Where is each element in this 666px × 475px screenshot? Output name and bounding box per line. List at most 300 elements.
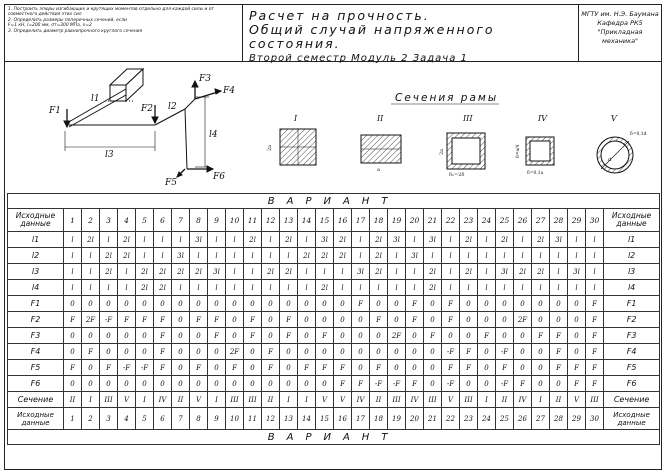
table-cell: l xyxy=(334,264,352,280)
table-cell: I xyxy=(532,392,550,408)
table-row xyxy=(8,360,660,376)
table-cell: -F xyxy=(388,376,406,392)
table-cell: 0 xyxy=(172,296,190,312)
table-cell: F xyxy=(550,328,568,344)
section-i xyxy=(267,114,316,165)
table-cell: F xyxy=(244,312,262,328)
table-cell: l xyxy=(550,248,568,264)
variant-number: 29 xyxy=(568,408,586,430)
table-cell: l xyxy=(442,232,460,248)
table-cell: 2l xyxy=(118,232,136,248)
table-cell: 0 xyxy=(406,328,424,344)
variants-table-wrap xyxy=(7,193,659,445)
table-cell: 0 xyxy=(406,360,424,376)
table-cell: F xyxy=(586,376,604,392)
table-cell: l xyxy=(280,280,298,296)
table-cell: l xyxy=(568,248,586,264)
variant-number: 6 xyxy=(154,209,172,232)
table-cell: 0 xyxy=(316,312,334,328)
table-cell: 0 xyxy=(172,376,190,392)
table-cell: 0 xyxy=(550,296,568,312)
variant-number: 22 xyxy=(442,408,460,430)
table-row xyxy=(8,344,660,360)
table-cell: l xyxy=(298,280,316,296)
row-label: F6 xyxy=(604,376,660,392)
variant-number: 1 xyxy=(64,408,82,430)
table-row xyxy=(8,296,660,312)
table-cell: III xyxy=(586,392,604,408)
table-row xyxy=(8,280,660,296)
table-cell: 0 xyxy=(298,296,316,312)
course: "Прикладная механика" xyxy=(597,28,643,45)
table-cell: II xyxy=(172,392,190,408)
table-cell: F xyxy=(568,376,586,392)
table-cell: 0 xyxy=(514,328,532,344)
table-cell: F xyxy=(280,312,298,328)
table-cell: 0 xyxy=(352,312,370,328)
table-cell: 2l xyxy=(100,264,118,280)
table-cell: l xyxy=(136,232,154,248)
table-cell: l xyxy=(190,248,208,264)
table-cell: F xyxy=(406,376,424,392)
table-cell: 0 xyxy=(118,376,136,392)
table-cell: F xyxy=(424,328,442,344)
table-cell: 0 xyxy=(334,312,352,328)
table-cell: 2l xyxy=(370,232,388,248)
table-cell: F xyxy=(586,344,604,360)
label-f5: F5 xyxy=(165,178,177,188)
table-cell: 0 xyxy=(172,360,190,376)
table-cell: F xyxy=(568,360,586,376)
table-cell: l xyxy=(100,280,118,296)
table-cell: l xyxy=(280,248,298,264)
label-f4: F4 xyxy=(223,86,235,96)
table-cell: -F xyxy=(370,376,388,392)
section-iii xyxy=(439,114,485,178)
table-cell: 0 xyxy=(568,296,586,312)
variant-number: 24 xyxy=(478,408,496,430)
variant-number: 7 xyxy=(172,408,190,430)
table-cell: 0 xyxy=(532,296,550,312)
row-label: Сечение xyxy=(604,392,660,408)
table-cell: 0 xyxy=(424,376,442,392)
table-cell: 2l xyxy=(334,232,352,248)
table-cell: 0 xyxy=(118,344,136,360)
variant-number: 8 xyxy=(190,209,208,232)
table-cell: 0 xyxy=(496,296,514,312)
variant-number: 14 xyxy=(298,209,316,232)
variants-table xyxy=(7,193,660,445)
table-cell: F xyxy=(334,376,352,392)
table-cell: l xyxy=(298,232,316,248)
table-cell: 0 xyxy=(298,312,316,328)
table-cell: 0 xyxy=(262,312,280,328)
table-cell: l xyxy=(334,280,352,296)
table-cell: F xyxy=(154,360,172,376)
instruction-given: F=1 кН, l=200 мм, σт=300 МПа, n=2 xyxy=(8,23,92,29)
variant-number: 16 xyxy=(334,209,352,232)
table-cell: 0 xyxy=(100,344,118,360)
table-cell: l xyxy=(442,264,460,280)
table-cell: l xyxy=(208,248,226,264)
corner-label: Исходные данные xyxy=(8,209,64,232)
table-cell: 0 xyxy=(100,328,118,344)
table-cell: III xyxy=(388,392,406,408)
table-cell: F xyxy=(586,296,604,312)
section-ii-numeral: II xyxy=(377,114,384,123)
table-cell: 0 xyxy=(172,328,190,344)
label-f6: F6 xyxy=(213,172,225,182)
table-cell: l xyxy=(514,248,532,264)
table-cell: 0 xyxy=(532,344,550,360)
sections-heading: Сечения рамы xyxy=(395,92,499,104)
variant-number: 26 xyxy=(514,209,532,232)
table-cell: 0 xyxy=(442,328,460,344)
variant-number: 18 xyxy=(370,209,388,232)
table-cell: 2l xyxy=(298,248,316,264)
table-cell: 0 xyxy=(388,360,406,376)
table-cell: IV xyxy=(154,392,172,408)
row-label: F2 xyxy=(8,312,64,328)
table-cell: III xyxy=(424,392,442,408)
section-v-dim: d xyxy=(608,157,612,163)
table-cell: l xyxy=(352,232,370,248)
table-cell: l xyxy=(550,264,568,280)
table-cell: l xyxy=(154,232,172,248)
row-label: l3 xyxy=(8,264,64,280)
variant-number: 18 xyxy=(370,408,388,430)
table-cell: F xyxy=(226,360,244,376)
variant-number: 28 xyxy=(550,209,568,232)
variant-number: 3 xyxy=(100,408,118,430)
variant-number: 5 xyxy=(136,209,154,232)
table-cell: F xyxy=(244,328,262,344)
table-cell: F xyxy=(64,312,82,328)
instruction-3: 3. Определить диаметр равнопрочного круглого сечения xyxy=(8,28,143,34)
label-f2: F2 xyxy=(141,104,153,114)
row-label: F1 xyxy=(604,296,660,312)
table-cell: 0 xyxy=(460,312,478,328)
row-label: l1 xyxy=(8,232,64,248)
table-cell: l xyxy=(82,264,100,280)
variant-number: 23 xyxy=(460,408,478,430)
table-cell: 2l xyxy=(172,264,190,280)
table-cell: 2l xyxy=(262,264,280,280)
variant-number: 17 xyxy=(352,408,370,430)
variant-number: 15 xyxy=(316,408,334,430)
table-cell: F xyxy=(154,344,172,360)
table-cell: 3l xyxy=(496,264,514,280)
table-cell: I xyxy=(280,392,298,408)
table-cell: 0 xyxy=(226,328,244,344)
variant-number: 25 xyxy=(496,209,514,232)
table-row xyxy=(8,248,660,264)
table-cell: 0 xyxy=(154,296,172,312)
table-cell: F xyxy=(82,344,100,360)
table-cell: 2F xyxy=(226,344,244,360)
variant-number: 12 xyxy=(262,408,280,430)
table-cell: F xyxy=(352,376,370,392)
table-cell: l xyxy=(460,248,478,264)
table-cell: F xyxy=(442,360,460,376)
table-cell: 0 xyxy=(262,376,280,392)
table-cell: 2l xyxy=(424,280,442,296)
table-cell: l xyxy=(532,280,550,296)
title-line-2: Общий случай напряженного состояния. xyxy=(249,22,495,51)
table-cell: 2l xyxy=(496,232,514,248)
table-cell: l xyxy=(298,264,316,280)
frame-scheme xyxy=(64,69,221,177)
table-cell: l xyxy=(262,248,280,264)
table-cell: F xyxy=(496,360,514,376)
table-cell: 0 xyxy=(208,360,226,376)
table-cell: l xyxy=(388,264,406,280)
table-cell: 0 xyxy=(478,344,496,360)
title-cell xyxy=(243,5,579,64)
table-cell: F xyxy=(190,312,208,328)
table-cell: 3l xyxy=(388,232,406,248)
table-cell: II xyxy=(262,392,280,408)
table-cell: 2l xyxy=(532,232,550,248)
row-label: F5 xyxy=(8,360,64,376)
variant-number: 4 xyxy=(118,209,136,232)
row-label: F4 xyxy=(604,344,660,360)
table-cell: F xyxy=(550,360,568,376)
table-cell: 0 xyxy=(190,328,208,344)
table-cell: l xyxy=(424,248,442,264)
row-label: l2 xyxy=(8,248,64,264)
subtitle: Второй семестр Модуль 2 Задача 1 xyxy=(249,53,468,64)
table-cell: 2l xyxy=(118,248,136,264)
table-cell: II xyxy=(550,392,568,408)
variant-number: 20 xyxy=(406,408,424,430)
table-row xyxy=(8,392,660,408)
table-cell: F xyxy=(136,312,154,328)
table-cell: 0 xyxy=(406,344,424,360)
table-cell: 2l xyxy=(334,248,352,264)
table-cell: 0 xyxy=(244,360,262,376)
variant-number: 1 xyxy=(64,209,82,232)
table-cell: -F xyxy=(442,344,460,360)
variant-number: 5 xyxy=(136,408,154,430)
table-cell: 0 xyxy=(478,296,496,312)
table-cell: l xyxy=(226,280,244,296)
table-cell: F xyxy=(154,312,172,328)
variant-number: 9 xyxy=(208,209,226,232)
variant-number: 21 xyxy=(424,408,442,430)
table-cell: 0 xyxy=(388,296,406,312)
corner-label: Исходные данные xyxy=(604,408,660,430)
table-cell: l xyxy=(172,280,190,296)
table-cell: l xyxy=(64,248,82,264)
table-cell: 2l xyxy=(460,232,478,248)
table-cell: 0 xyxy=(136,296,154,312)
table-cell: 2l xyxy=(316,280,334,296)
table-cell: 0 xyxy=(478,360,496,376)
table-cell: 2l xyxy=(370,264,388,280)
table-cell: II xyxy=(64,392,82,408)
table-cell: 2l xyxy=(136,264,154,280)
table-cell: II xyxy=(370,392,388,408)
table-cell: IV xyxy=(406,392,424,408)
section-v-dim2: δ=0,1d xyxy=(630,132,647,137)
table-cell: 0 xyxy=(532,376,550,392)
table-cell: F xyxy=(532,328,550,344)
variant-number: 27 xyxy=(532,408,550,430)
variant-number: 2 xyxy=(82,209,100,232)
table-cell: V xyxy=(190,392,208,408)
table-cell: V xyxy=(118,392,136,408)
table-cell: F xyxy=(586,360,604,376)
table-cell: 2F xyxy=(388,328,406,344)
table-cell: l xyxy=(244,248,262,264)
table-cell: F xyxy=(514,376,532,392)
row-label: F4 xyxy=(8,344,64,360)
university: МГТУ им. Н.Э. Баумана xyxy=(581,10,659,18)
table-cell: III xyxy=(460,392,478,408)
drawing-area xyxy=(5,61,661,193)
variant-number: 10 xyxy=(226,209,244,232)
table-cell: F xyxy=(262,360,280,376)
table-cell: 2F xyxy=(82,312,100,328)
table-cell: 0 xyxy=(280,376,298,392)
table-cell: II xyxy=(496,392,514,408)
table-cell: l xyxy=(244,264,262,280)
table-cell: 3l xyxy=(406,248,424,264)
row-label: F6 xyxy=(8,376,64,392)
table-cell: l xyxy=(82,280,100,296)
table-cell: 0 xyxy=(352,344,370,360)
table-cell: 0 xyxy=(388,312,406,328)
table-cell: I xyxy=(208,392,226,408)
table-cell: 0 xyxy=(550,376,568,392)
table-cell: l xyxy=(568,232,586,248)
table-cell: l xyxy=(532,248,550,264)
variant-number: 23 xyxy=(460,209,478,232)
variant-number: 25 xyxy=(496,408,514,430)
table-cell: l xyxy=(118,280,136,296)
table-cell: l xyxy=(64,264,82,280)
table-cell: l xyxy=(82,248,100,264)
table-cell: l xyxy=(514,280,532,296)
table-cell: III xyxy=(226,392,244,408)
table-cell: 0 xyxy=(568,328,586,344)
table-cell: 0 xyxy=(244,296,262,312)
table-cell: 0 xyxy=(82,296,100,312)
table-cell: l xyxy=(154,248,172,264)
variant-number: 27 xyxy=(532,209,550,232)
table-cell: 0 xyxy=(478,312,496,328)
variant-number-row xyxy=(8,209,660,232)
table-cell: 2l xyxy=(532,264,550,280)
table-cell: 0 xyxy=(460,296,478,312)
row-label: l1 xyxy=(604,232,660,248)
table-cell: l xyxy=(172,232,190,248)
table-cell: F xyxy=(118,312,136,328)
table-cell: 0 xyxy=(334,344,352,360)
table-cell: 2l xyxy=(460,264,478,280)
variant-number: 7 xyxy=(172,209,190,232)
table-cell: F xyxy=(442,312,460,328)
table-cell: l xyxy=(226,232,244,248)
variant-number: 16 xyxy=(334,408,352,430)
table-cell: F xyxy=(298,360,316,376)
table-cell: 0 xyxy=(298,376,316,392)
variant-number: 6 xyxy=(154,408,172,430)
variant-number: 30 xyxy=(586,408,604,430)
table-cell: l xyxy=(118,264,136,280)
department: Кафедра РК5 xyxy=(597,19,643,27)
table-cell: 0 xyxy=(64,296,82,312)
table-cell: l xyxy=(316,264,334,280)
section-iii-dim: 2a xyxy=(439,148,445,155)
table-cell: 0 xyxy=(190,376,208,392)
table-cell: l xyxy=(64,232,82,248)
variant-number: 4 xyxy=(118,408,136,430)
table-cell: F xyxy=(586,312,604,328)
table-cell: l xyxy=(442,280,460,296)
table-cell: l xyxy=(136,248,154,264)
table-cell: 0 xyxy=(424,312,442,328)
table-cell: 0 xyxy=(208,344,226,360)
variant-number: 28 xyxy=(550,408,568,430)
section-iv xyxy=(515,114,554,176)
row-label: F2 xyxy=(604,312,660,328)
table-cell: F xyxy=(406,312,424,328)
table-cell: 0 xyxy=(100,296,118,312)
table-cell: 0 xyxy=(244,376,262,392)
table-cell: I xyxy=(298,392,316,408)
table-cell: l xyxy=(514,232,532,248)
table-cell: l xyxy=(460,280,478,296)
table-cell: l xyxy=(100,232,118,248)
table-cell: l xyxy=(262,232,280,248)
table-cell: I xyxy=(136,392,154,408)
label-f3: F3 xyxy=(199,74,211,84)
section-iii-numeral: III xyxy=(463,114,473,123)
table-cell: III xyxy=(244,392,262,408)
table-cell: F xyxy=(352,296,370,312)
table-cell: 0 xyxy=(514,360,532,376)
table-cell: 0 xyxy=(496,328,514,344)
table-cell: l xyxy=(478,280,496,296)
table-cell: 0 xyxy=(244,344,262,360)
section-v xyxy=(597,114,647,173)
table-cell: 0 xyxy=(208,296,226,312)
table-cell: F xyxy=(154,328,172,344)
variant-number: 14 xyxy=(298,408,316,430)
table-cell: 2l xyxy=(370,248,388,264)
table-cell: 0 xyxy=(352,360,370,376)
instruction-1: 1. Построить эпюры изгибающих и крутящих моментов отдельно для каждой силы и от совместного действия этих сил xyxy=(8,7,214,18)
table-cell: 0 xyxy=(208,376,226,392)
table-cell: F xyxy=(316,328,334,344)
row-label: l4 xyxy=(8,280,64,296)
variant-number: 22 xyxy=(442,209,460,232)
title-block xyxy=(5,5,661,62)
variant-number: 21 xyxy=(424,209,442,232)
table-cell: 0 xyxy=(190,344,208,360)
table-row xyxy=(8,264,660,280)
table-cell: l xyxy=(64,280,82,296)
section-iv-dim2: δ=0,1a xyxy=(527,171,544,176)
table-cell: l xyxy=(226,264,244,280)
table-cell: l xyxy=(262,280,280,296)
table-cell: 3l xyxy=(172,248,190,264)
table-cell: l xyxy=(568,280,586,296)
table-cell: 2l xyxy=(136,280,154,296)
table-cell: F xyxy=(208,312,226,328)
